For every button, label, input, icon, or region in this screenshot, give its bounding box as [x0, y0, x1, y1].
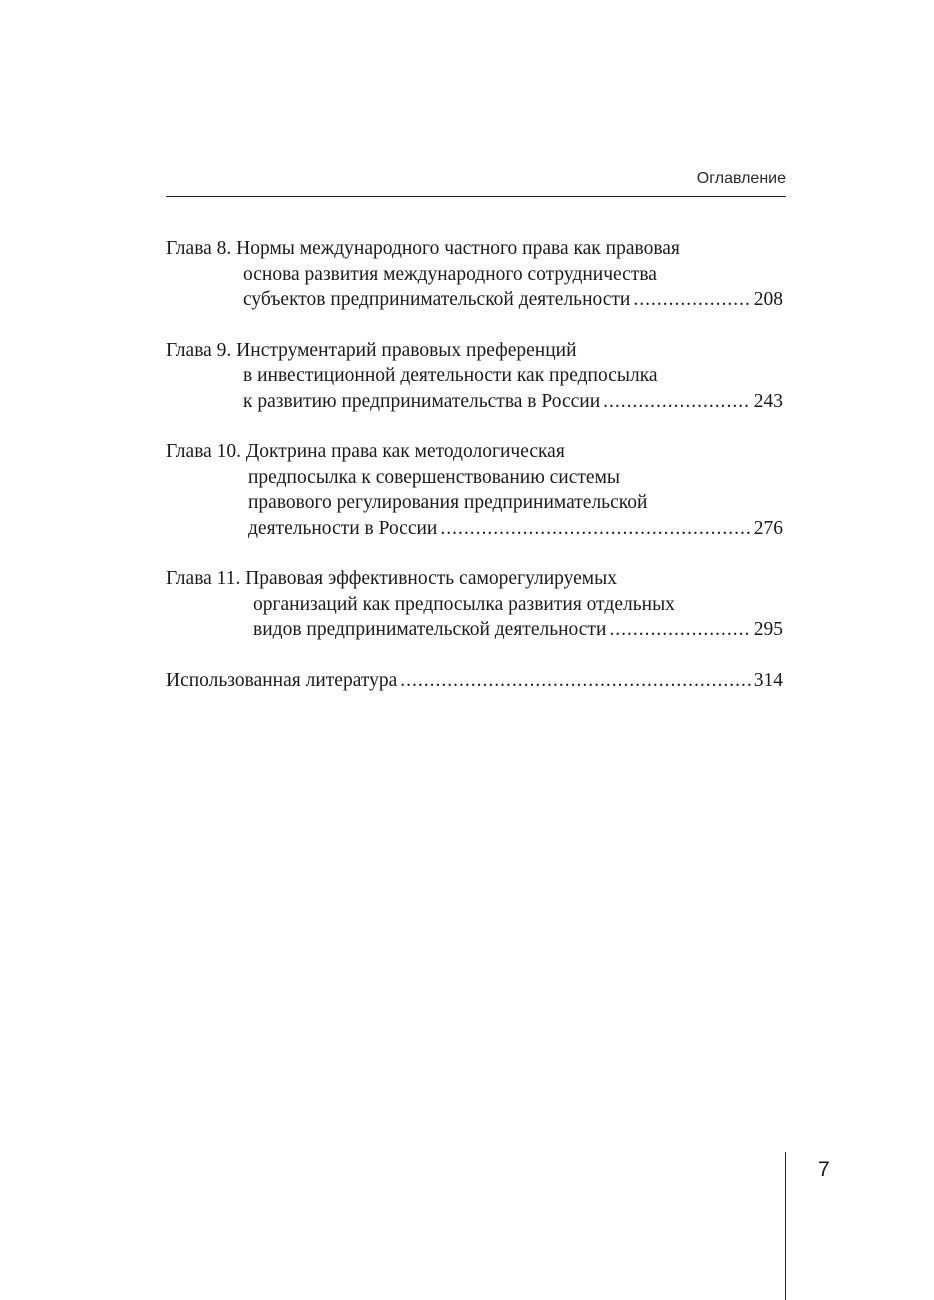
toc-entry-title-line: Глава 9. Инструментарий правовых преференций [166, 339, 577, 361]
toc-page-number: 243 [753, 390, 783, 412]
toc-entry-chapter-10[interactable] [166, 439, 783, 541]
dot-leader [603, 389, 751, 415]
toc-entry-title-line: Использованная литература [166, 669, 398, 691]
page-number: 7 [818, 1158, 830, 1181]
table-of-contents [166, 236, 783, 718]
dot-leader [440, 516, 750, 542]
toc-entry-chapter-11[interactable] [166, 566, 783, 643]
toc-entry-title-line: Глава 8. Нормы международного частного права как правовая [166, 238, 680, 259]
toc-entry-title-line: субъектов предпринимательской деятельности [243, 289, 631, 310]
toc-entry-title-line: правового регулирования предпринимательской [248, 492, 648, 513]
toc-entry-literature[interactable] [166, 668, 783, 694]
dot-leader [400, 668, 750, 694]
toc-page-number: 314 [753, 669, 783, 691]
toc-entry-title-line: организаций как предпосылка развития отдельных [253, 593, 675, 615]
dot-leader [609, 617, 750, 643]
toc-entry-title-line: основа развития международного сотрудничества [243, 263, 657, 285]
toc-entry-title-line: Глава 11. Правовая эффективность саморегулируемых [166, 568, 617, 589]
toc-page-number: 208 [753, 289, 783, 310]
toc-page-number: 295 [753, 619, 783, 640]
header-rule [166, 196, 786, 197]
toc-entry-title-line: предпосылка к совершенствованию системы [248, 466, 621, 488]
dot-leader [633, 287, 750, 313]
toc-entry-chapter-8[interactable] [166, 236, 783, 313]
toc-entry-title-line: в инвестиционной деятельности как предпосылка [243, 365, 658, 386]
toc-page-number: 276 [753, 517, 783, 539]
toc-entry-title-line: видов предпринимательской деятельности [253, 619, 607, 640]
toc-entry-chapter-9[interactable] [166, 338, 783, 415]
toc-entry-title-line: деятельности в России [248, 517, 438, 539]
toc-entry-title-line: Глава 10. Доктрина права как методологическая [166, 441, 565, 462]
page-number-rule [785, 1152, 786, 1300]
toc-entry-title-line: к развитию предпринимательства в России [243, 390, 601, 412]
running-head: Оглавление [696, 170, 786, 187]
